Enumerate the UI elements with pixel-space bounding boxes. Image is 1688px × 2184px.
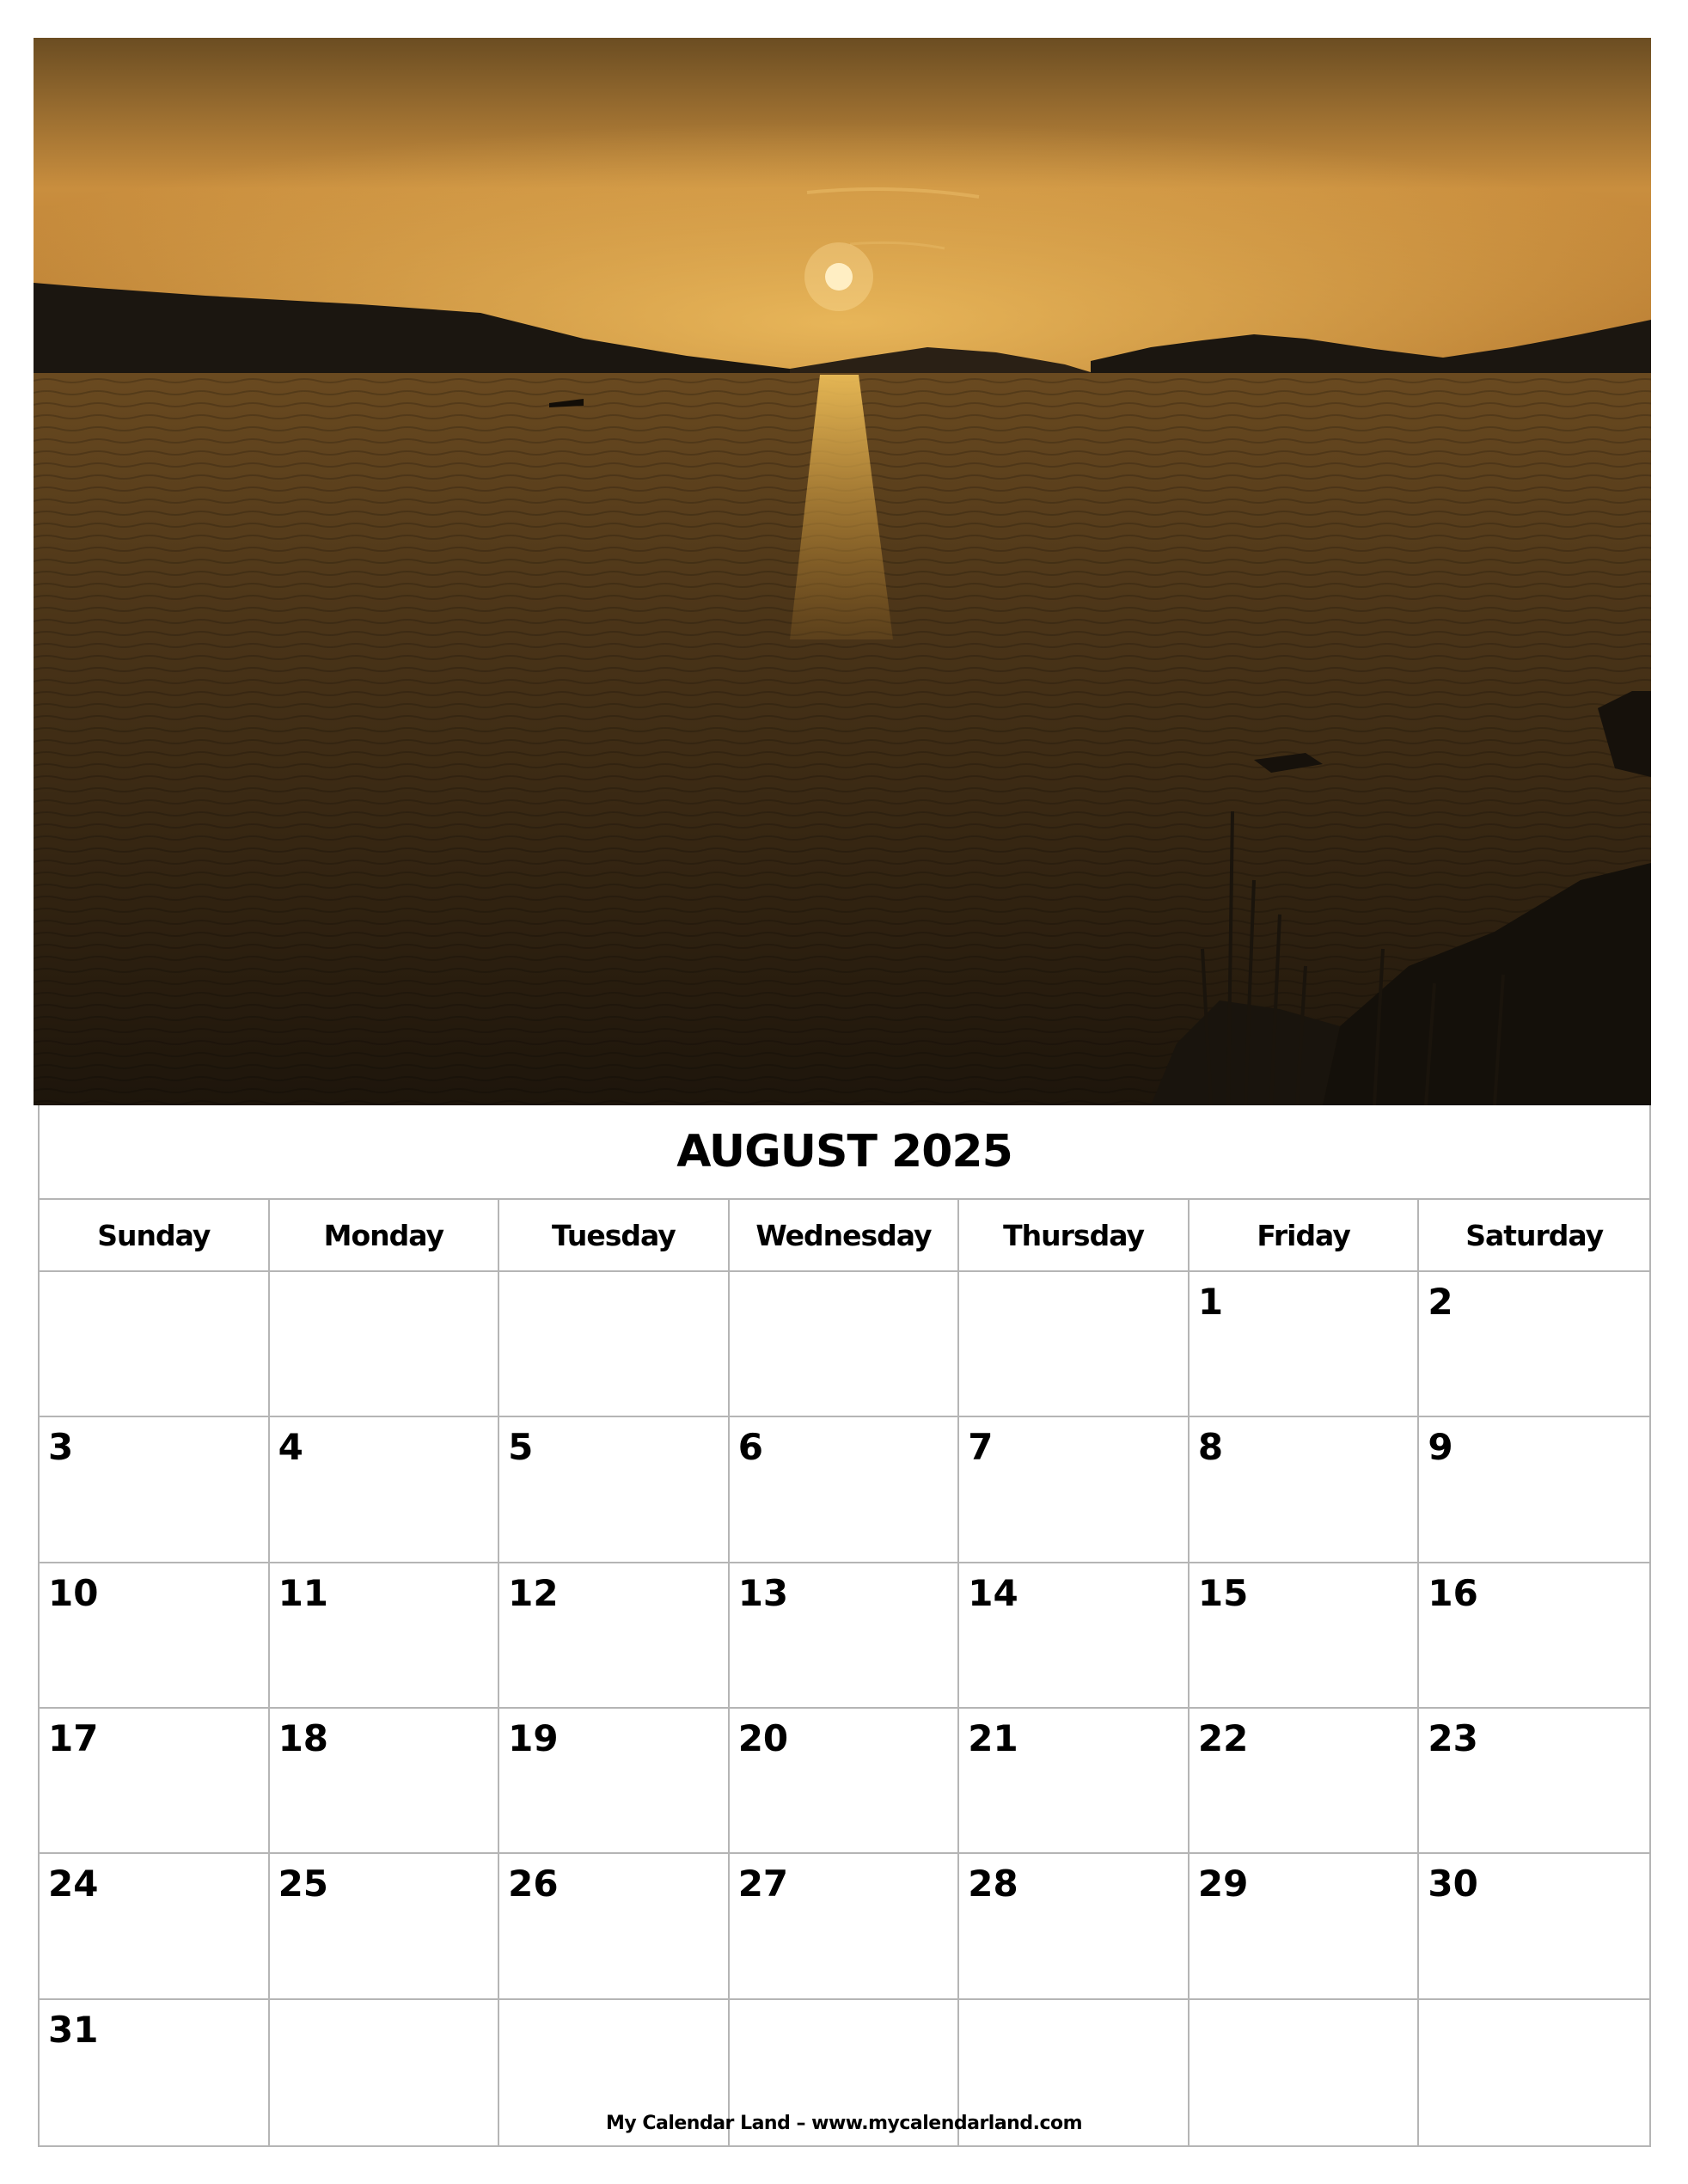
day-number: 22 <box>1197 1716 1249 1759</box>
day-cell <box>499 1854 730 1999</box>
day-cell <box>1190 1417 1420 1563</box>
day-cell <box>730 1417 960 1563</box>
calendar-table <box>38 1105 1651 2147</box>
day-number: 7 <box>968 1426 994 1469</box>
sunset-photo-image <box>34 38 1651 1105</box>
weekday-header-sunday: Sunday <box>40 1200 270 1272</box>
day-number: 6 <box>737 1426 763 1469</box>
day-number: 29 <box>1197 1863 1249 1906</box>
day-number: 3 <box>48 1426 74 1469</box>
day-cell <box>959 1709 1190 1854</box>
weekday-header-wednesday: Wednesday <box>730 1200 960 1272</box>
day-number: 23 <box>1428 1716 1478 1759</box>
day-number: 12 <box>508 1571 559 1614</box>
day-number: 30 <box>1428 1863 1478 1906</box>
day-cell <box>270 1563 500 1709</box>
month-title: AUGUST 2025 <box>40 1105 1649 1200</box>
day-cell <box>1190 1854 1420 1999</box>
day-cell <box>40 1854 270 1999</box>
weekday-header-monday: Monday <box>270 1200 500 1272</box>
weekday-header-tuesday: Tuesday <box>499 1200 730 1272</box>
day-cell <box>270 1709 500 1854</box>
day-number: 26 <box>508 1863 559 1906</box>
day-number: 11 <box>278 1571 329 1614</box>
day-cell <box>40 1563 270 1709</box>
day-cell <box>499 1417 730 1563</box>
day-cell <box>730 1709 960 1854</box>
day-cell <box>1190 1709 1420 1854</box>
day-cell <box>40 1272 270 1417</box>
day-cell <box>730 1854 960 1999</box>
day-number: 18 <box>278 1716 329 1759</box>
day-number: 21 <box>968 1716 1018 1759</box>
day-cell <box>1419 1417 1649 1563</box>
day-cell <box>270 1272 500 1417</box>
day-number: 5 <box>508 1426 534 1469</box>
day-number: 8 <box>1197 1426 1224 1469</box>
day-number: 28 <box>968 1863 1018 1906</box>
day-cell <box>959 1272 1190 1417</box>
day-cell <box>730 1563 960 1709</box>
day-cell <box>270 1417 500 1563</box>
day-cell <box>959 1563 1190 1709</box>
day-cell <box>959 1417 1190 1563</box>
day-cell <box>1419 1709 1649 1854</box>
calendar-grid <box>40 1200 1649 2145</box>
day-cell <box>270 1854 500 1999</box>
day-cell <box>1190 1563 1420 1709</box>
weekday-header-thursday: Thursday <box>959 1200 1190 1272</box>
day-number: 15 <box>1197 1571 1249 1614</box>
day-number: 16 <box>1428 1571 1478 1614</box>
day-cell <box>1419 1563 1649 1709</box>
day-cell <box>40 1709 270 1854</box>
day-number: 13 <box>737 1571 789 1614</box>
day-cell <box>499 1709 730 1854</box>
day-number: 17 <box>48 1716 99 1759</box>
day-number: 24 <box>48 1863 99 1906</box>
day-cell <box>40 1417 270 1563</box>
weekday-header-friday: Friday <box>1190 1200 1420 1272</box>
day-number: 31 <box>48 2008 99 2051</box>
day-cell <box>730 1272 960 1417</box>
day-number: 9 <box>1428 1426 1453 1469</box>
day-number: 10 <box>48 1571 99 1614</box>
day-cell <box>499 1272 730 1417</box>
day-number: 19 <box>508 1716 559 1759</box>
day-number: 27 <box>737 1863 789 1906</box>
day-number: 1 <box>1197 1281 1224 1323</box>
day-number: 14 <box>968 1571 1018 1614</box>
day-number: 4 <box>278 1426 303 1469</box>
day-cell <box>499 1563 730 1709</box>
day-number: 25 <box>278 1863 329 1906</box>
day-number: 20 <box>737 1716 789 1759</box>
weekday-header-saturday: Saturday <box>1419 1200 1649 1272</box>
day-cell <box>959 1854 1190 1999</box>
header-photo <box>34 38 1651 1105</box>
day-number: 2 <box>1428 1281 1453 1323</box>
day-cell <box>1190 1272 1420 1417</box>
day-cell <box>1419 1854 1649 1999</box>
footer-credit: My Calendar Land – www.mycalendarland.com <box>605 2113 1083 2134</box>
day-cell <box>1419 1272 1649 1417</box>
